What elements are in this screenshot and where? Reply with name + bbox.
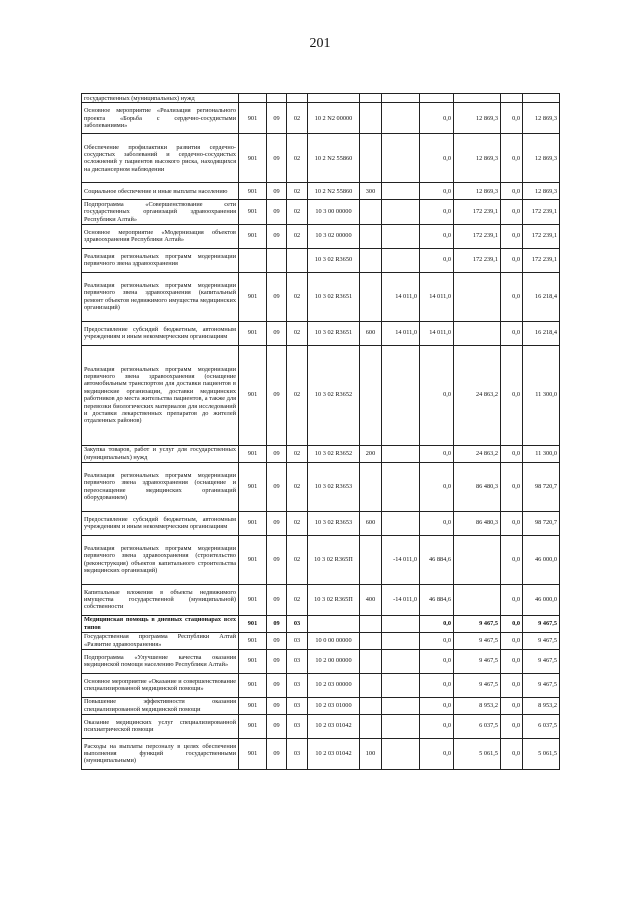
row-csr: 10 2 03 00000 xyxy=(308,673,360,697)
row-vr xyxy=(360,462,382,511)
row-vr xyxy=(360,103,382,134)
row-vr xyxy=(360,615,382,632)
row-change: 14 011,0 xyxy=(382,321,420,345)
row-value-4: 0,0 xyxy=(501,697,523,714)
row-value-3: 172 239,1 xyxy=(454,248,501,272)
row-value-2: 0,0 xyxy=(420,200,454,224)
row-vr xyxy=(360,632,382,649)
row-ved: 901 xyxy=(239,738,267,769)
row-vr xyxy=(360,714,382,738)
row-description: Предоставление субсидий бюджетным, автономным учреждениям и иным некоммерческим организациям xyxy=(82,511,239,535)
row-value-5: 46 000,0 xyxy=(523,535,560,584)
row-value-5: 12 869,3 xyxy=(523,103,560,134)
row-value-5: 5 061,5 xyxy=(523,738,560,769)
table-row xyxy=(82,321,560,345)
row-vr xyxy=(360,649,382,673)
row-description: Реализация региональных программ модернизации первичного звена здравоохранения (оснащение автомобильным транспортом для доставки пациентов в медицинские организации, доставки медицинских работников до места жительства пациентов, а также для перевозки биологических материалов для исследований и доставки лекарственных препаратов до жителей отдаленных районов) xyxy=(82,345,239,445)
table-row xyxy=(82,94,560,103)
table-row xyxy=(82,535,560,584)
row-pr: 02 xyxy=(287,584,308,615)
row-value-3: 172 239,1 xyxy=(454,224,501,248)
row-change xyxy=(382,345,420,445)
row-value-3: 24 863,2 xyxy=(454,445,501,462)
row-description: Подпрограмма «Совершенствование сети государственных организаций здравоохранения Республики Алтай» xyxy=(82,200,239,224)
row-change xyxy=(382,649,420,673)
row-value-5: 172 239,1 xyxy=(523,224,560,248)
row-vr xyxy=(360,673,382,697)
row-pr: 02 xyxy=(287,535,308,584)
row-pr: 02 xyxy=(287,224,308,248)
row-csr: 10 3 02 R3651 xyxy=(308,321,360,345)
row-value-4: 0,0 xyxy=(501,649,523,673)
row-value-2: 46 884,6 xyxy=(420,584,454,615)
row-vr xyxy=(360,345,382,445)
row-ved: 901 xyxy=(239,345,267,445)
row-value-4 xyxy=(501,94,523,103)
row-value-5: 8 953,2 xyxy=(523,697,560,714)
row-change xyxy=(382,248,420,272)
row-description: Реализация региональных программ модернизации первичного звена здравоохранения xyxy=(82,248,239,272)
row-ved xyxy=(239,94,267,103)
row-vr: 400 xyxy=(360,584,382,615)
row-rz: 09 xyxy=(267,738,287,769)
row-pr: 02 xyxy=(287,134,308,183)
row-vr xyxy=(360,272,382,321)
row-ved: 901 xyxy=(239,462,267,511)
row-value-5: 12 869,3 xyxy=(523,134,560,183)
row-change xyxy=(382,714,420,738)
row-change xyxy=(382,673,420,697)
table-row xyxy=(82,200,560,224)
row-value-4: 0,0 xyxy=(501,224,523,248)
row-csr: 10 3 02 R3651 xyxy=(308,272,360,321)
row-vr: 600 xyxy=(360,511,382,535)
table-row xyxy=(82,649,560,673)
row-pr: 02 xyxy=(287,345,308,445)
row-change xyxy=(382,94,420,103)
row-ved: 901 xyxy=(239,445,267,462)
row-description: Закупка товаров, работ и услуг для государственных (муниципальных) нужд xyxy=(82,445,239,462)
row-description: Основное мероприятие «Модернизация объектов здравоохранения Республики Алтай» xyxy=(82,224,239,248)
row-csr: 10 3 02 R3653 xyxy=(308,462,360,511)
row-value-3: 5 061,5 xyxy=(454,738,501,769)
row-change xyxy=(382,632,420,649)
table-row xyxy=(82,584,560,615)
row-rz xyxy=(267,248,287,272)
row-value-5: 9 467,5 xyxy=(523,632,560,649)
row-csr: 10 3 00 00000 xyxy=(308,200,360,224)
row-pr xyxy=(287,94,308,103)
row-ved: 901 xyxy=(239,200,267,224)
row-value-2: 0,0 xyxy=(420,103,454,134)
row-rz: 09 xyxy=(267,445,287,462)
row-pr: 02 xyxy=(287,321,308,345)
row-value-5: 9 467,5 xyxy=(523,673,560,697)
row-value-4: 0,0 xyxy=(501,103,523,134)
row-csr: 10 3 02 R3652 xyxy=(308,345,360,445)
row-rz: 09 xyxy=(267,321,287,345)
row-csr: 10 3 02 R3650 xyxy=(308,248,360,272)
row-value-5: 172 239,1 xyxy=(523,200,560,224)
row-ved: 901 xyxy=(239,632,267,649)
row-vr: 100 xyxy=(360,738,382,769)
row-value-2: 0,0 xyxy=(420,134,454,183)
row-value-3 xyxy=(454,94,501,103)
table-row xyxy=(82,183,560,200)
row-value-2: 0,0 xyxy=(420,511,454,535)
row-csr xyxy=(308,94,360,103)
row-value-3: 86 480,3 xyxy=(454,511,501,535)
row-value-3: 8 953,2 xyxy=(454,697,501,714)
row-change xyxy=(382,224,420,248)
row-value-5: 11 300,0 xyxy=(523,445,560,462)
row-change xyxy=(382,445,420,462)
row-value-3: 9 467,5 xyxy=(454,649,501,673)
row-ved: 901 xyxy=(239,649,267,673)
row-description: Основное мероприятие «Реализация регионального проекта «Борьба с сердечно-сосудистыми заболеваниями» xyxy=(82,103,239,134)
row-value-5: 9 467,5 xyxy=(523,615,560,632)
row-rz: 09 xyxy=(267,535,287,584)
row-value-3 xyxy=(454,321,501,345)
row-vr xyxy=(360,94,382,103)
row-csr: 10 3 02 R3653 xyxy=(308,511,360,535)
row-ved: 901 xyxy=(239,224,267,248)
row-ved: 901 xyxy=(239,697,267,714)
row-csr xyxy=(308,615,360,632)
row-description: Подпрограмма «Улучшение качества оказания медицинской помощи населению Республики Алтай» xyxy=(82,649,239,673)
row-description: Расходы на выплаты персоналу в целях обеспечения выполнения функций государственными (муниципальными) xyxy=(82,738,239,769)
row-value-5 xyxy=(523,94,560,103)
table-row xyxy=(82,134,560,183)
row-ved: 901 xyxy=(239,134,267,183)
table-row xyxy=(82,714,560,738)
row-value-3: 24 863,2 xyxy=(454,345,501,445)
row-vr xyxy=(360,248,382,272)
row-vr: 200 xyxy=(360,445,382,462)
row-vr xyxy=(360,535,382,584)
row-description: Повышение эффективности оказания специализированной медицинской помощи xyxy=(82,697,239,714)
row-value-2: 0,0 xyxy=(420,615,454,632)
table-row xyxy=(82,345,560,445)
row-ved: 901 xyxy=(239,272,267,321)
row-value-5: 6 037,5 xyxy=(523,714,560,738)
table-row xyxy=(82,673,560,697)
row-rz: 09 xyxy=(267,103,287,134)
row-pr: 02 xyxy=(287,462,308,511)
row-value-2: 0,0 xyxy=(420,673,454,697)
row-description: Обеспечение профилактики развития сердечно-сосудистых заболеваний и сердечно-сосудистых осложнений у пациентов высокого риска, находящихся на диспансерном наблюдении xyxy=(82,134,239,183)
row-value-2: 0,0 xyxy=(420,697,454,714)
row-value-4: 0,0 xyxy=(501,673,523,697)
row-pr: 02 xyxy=(287,445,308,462)
row-value-3: 6 037,5 xyxy=(454,714,501,738)
row-value-4: 0,0 xyxy=(501,511,523,535)
table-row xyxy=(82,632,560,649)
row-csr: 10 2 00 00000 xyxy=(308,649,360,673)
row-value-4: 0,0 xyxy=(501,200,523,224)
row-ved: 901 xyxy=(239,584,267,615)
row-change: -14 011,0 xyxy=(382,535,420,584)
row-pr: 03 xyxy=(287,673,308,697)
row-change xyxy=(382,615,420,632)
row-vr xyxy=(360,224,382,248)
row-value-3: 9 467,5 xyxy=(454,632,501,649)
row-pr: 03 xyxy=(287,738,308,769)
row-change: -14 011,0 xyxy=(382,584,420,615)
row-change xyxy=(382,103,420,134)
row-value-5: 11 300,0 xyxy=(523,345,560,445)
row-pr: 02 xyxy=(287,103,308,134)
row-rz: 09 xyxy=(267,511,287,535)
row-value-5: 46 000,0 xyxy=(523,584,560,615)
row-change xyxy=(382,511,420,535)
row-value-2: 0,0 xyxy=(420,714,454,738)
row-csr: 10 3 02 R3652 xyxy=(308,445,360,462)
row-value-4: 0,0 xyxy=(501,321,523,345)
row-value-5: 16 218,4 xyxy=(523,272,560,321)
row-ved xyxy=(239,248,267,272)
row-ved: 901 xyxy=(239,615,267,632)
row-description: Предоставление субсидий бюджетным, автономным учреждениям и иным некоммерческим организациям xyxy=(82,321,239,345)
row-pr: 02 xyxy=(287,272,308,321)
table-row xyxy=(82,511,560,535)
row-rz: 09 xyxy=(267,200,287,224)
row-ved: 901 xyxy=(239,673,267,697)
row-description: Основное мероприятие «Оказание и совершенствование специализированной медицинской помощи» xyxy=(82,673,239,697)
table-row xyxy=(82,738,560,769)
row-pr: 03 xyxy=(287,714,308,738)
row-ved: 901 xyxy=(239,511,267,535)
row-value-3 xyxy=(454,272,501,321)
row-value-4: 0,0 xyxy=(501,462,523,511)
row-value-4: 0,0 xyxy=(501,445,523,462)
row-rz xyxy=(267,94,287,103)
row-change xyxy=(382,200,420,224)
row-ved: 901 xyxy=(239,103,267,134)
row-value-3: 12 869,3 xyxy=(454,183,501,200)
row-value-2: 0,0 xyxy=(420,445,454,462)
row-value-2: 0,0 xyxy=(420,632,454,649)
row-rz: 09 xyxy=(267,584,287,615)
row-value-5: 12 869,3 xyxy=(523,183,560,200)
row-csr: 10 2 N2 00000 xyxy=(308,103,360,134)
row-change xyxy=(382,183,420,200)
row-value-3: 9 467,5 xyxy=(454,673,501,697)
row-pr: 02 xyxy=(287,511,308,535)
row-value-4: 0,0 xyxy=(501,714,523,738)
row-pr: 03 xyxy=(287,649,308,673)
table-row xyxy=(82,103,560,134)
row-rz: 09 xyxy=(267,272,287,321)
row-value-2: 0,0 xyxy=(420,248,454,272)
row-description: Оказание медицинских услуг специализированной психиатрической помощи xyxy=(82,714,239,738)
row-csr: 10 2 N2 55860 xyxy=(308,134,360,183)
row-csr: 10 2 03 01000 xyxy=(308,697,360,714)
row-description: Социальное обеспечение и иные выплаты населению xyxy=(82,183,239,200)
row-ved: 901 xyxy=(239,183,267,200)
row-description: Капитальные вложения в объекты недвижимого имущества государственной (муниципальной) собственности xyxy=(82,584,239,615)
row-rz: 09 xyxy=(267,697,287,714)
row-value-3 xyxy=(454,535,501,584)
row-value-4: 0,0 xyxy=(501,615,523,632)
row-vr: 600 xyxy=(360,321,382,345)
row-value-3: 9 467,5 xyxy=(454,615,501,632)
row-value-2: 0,0 xyxy=(420,183,454,200)
row-value-3: 12 869,3 xyxy=(454,134,501,183)
row-csr: 10 3 02 R365П xyxy=(308,535,360,584)
row-vr: 300 xyxy=(360,183,382,200)
row-csr: 10 3 02 00000 xyxy=(308,224,360,248)
row-value-4: 0,0 xyxy=(501,345,523,445)
row-description: Реализация региональных программ модернизации первичного звена здравоохранения (капитальный ремонт объектов недвижимого имущества медицинских организаций) xyxy=(82,272,239,321)
row-value-3: 12 869,3 xyxy=(454,103,501,134)
row-value-5: 172 239,1 xyxy=(523,248,560,272)
row-value-4: 0,0 xyxy=(501,632,523,649)
row-csr: 10 3 02 R365П xyxy=(308,584,360,615)
row-pr: 02 xyxy=(287,200,308,224)
table-row xyxy=(82,697,560,714)
row-value-2: 0,0 xyxy=(420,224,454,248)
row-value-5: 98 720,7 xyxy=(523,511,560,535)
row-value-5: 9 467,5 xyxy=(523,649,560,673)
table-row xyxy=(82,272,560,321)
row-value-2: 14 011,0 xyxy=(420,272,454,321)
row-value-4: 0,0 xyxy=(501,134,523,183)
row-rz: 09 xyxy=(267,632,287,649)
row-pr: 03 xyxy=(287,697,308,714)
row-value-2: 0,0 xyxy=(420,738,454,769)
row-change xyxy=(382,697,420,714)
row-value-3: 172 239,1 xyxy=(454,200,501,224)
row-vr xyxy=(360,134,382,183)
row-rz: 09 xyxy=(267,224,287,248)
row-csr: 10 2 N2 55860 xyxy=(308,183,360,200)
row-description: Реализация региональных программ модернизации первичного звена здравоохранения (строительство (реконструкция) объектов капитального строительства медицинских организаций) xyxy=(82,535,239,584)
row-rz: 09 xyxy=(267,345,287,445)
row-value-5: 16 218,4 xyxy=(523,321,560,345)
row-description: Медицинская помощь в дневных стационарах всех типов xyxy=(82,615,239,632)
row-csr: 10 0 00 00000 xyxy=(308,632,360,649)
table-row xyxy=(82,462,560,511)
row-description: Реализация региональных программ модернизации первичного звена здравоохранения (оснащение и переоснащение медицинских организаций оборудованием) xyxy=(82,462,239,511)
row-value-2: 46 884,6 xyxy=(420,535,454,584)
budget-table xyxy=(81,93,560,770)
row-change xyxy=(382,738,420,769)
row-change xyxy=(382,462,420,511)
row-rz: 09 xyxy=(267,673,287,697)
row-rz: 09 xyxy=(267,649,287,673)
row-ved: 901 xyxy=(239,321,267,345)
row-csr: 10 2 03 01042 xyxy=(308,738,360,769)
table-row xyxy=(82,445,560,462)
row-vr xyxy=(360,697,382,714)
row-rz: 09 xyxy=(267,183,287,200)
row-value-4: 0,0 xyxy=(501,738,523,769)
row-vr xyxy=(360,200,382,224)
page-number: 201 xyxy=(309,36,331,51)
row-csr: 10 2 03 01042 xyxy=(308,714,360,738)
row-change xyxy=(382,134,420,183)
row-value-4: 0,0 xyxy=(501,272,523,321)
row-value-2: 0,0 xyxy=(420,462,454,511)
table-row xyxy=(82,615,560,632)
row-change: 14 011,0 xyxy=(382,272,420,321)
table-row xyxy=(82,224,560,248)
table-row xyxy=(82,248,560,272)
row-value-2: 0,0 xyxy=(420,345,454,445)
row-pr xyxy=(287,248,308,272)
row-description: государственных (муниципальных) нужд xyxy=(82,94,239,103)
row-rz: 09 xyxy=(267,462,287,511)
row-ved: 901 xyxy=(239,714,267,738)
row-pr: 02 xyxy=(287,183,308,200)
row-rz: 09 xyxy=(267,615,287,632)
row-value-3 xyxy=(454,584,501,615)
row-value-2: 14 011,0 xyxy=(420,321,454,345)
row-rz: 09 xyxy=(267,134,287,183)
row-value-4: 0,0 xyxy=(501,183,523,200)
row-value-2: 0,0 xyxy=(420,649,454,673)
row-value-4: 0,0 xyxy=(501,248,523,272)
row-rz: 09 xyxy=(267,714,287,738)
row-pr: 03 xyxy=(287,632,308,649)
row-value-4: 0,0 xyxy=(501,584,523,615)
row-ved: 901 xyxy=(239,535,267,584)
row-description: Государственная программа Республики Алтай «Развитие здравоохранения» xyxy=(82,632,239,649)
row-value-3: 86 480,3 xyxy=(454,462,501,511)
row-value-2 xyxy=(420,94,454,103)
table-body xyxy=(82,94,560,770)
row-pr: 03 xyxy=(287,615,308,632)
row-value-4: 0,0 xyxy=(501,535,523,584)
row-value-5: 98 720,7 xyxy=(523,462,560,511)
